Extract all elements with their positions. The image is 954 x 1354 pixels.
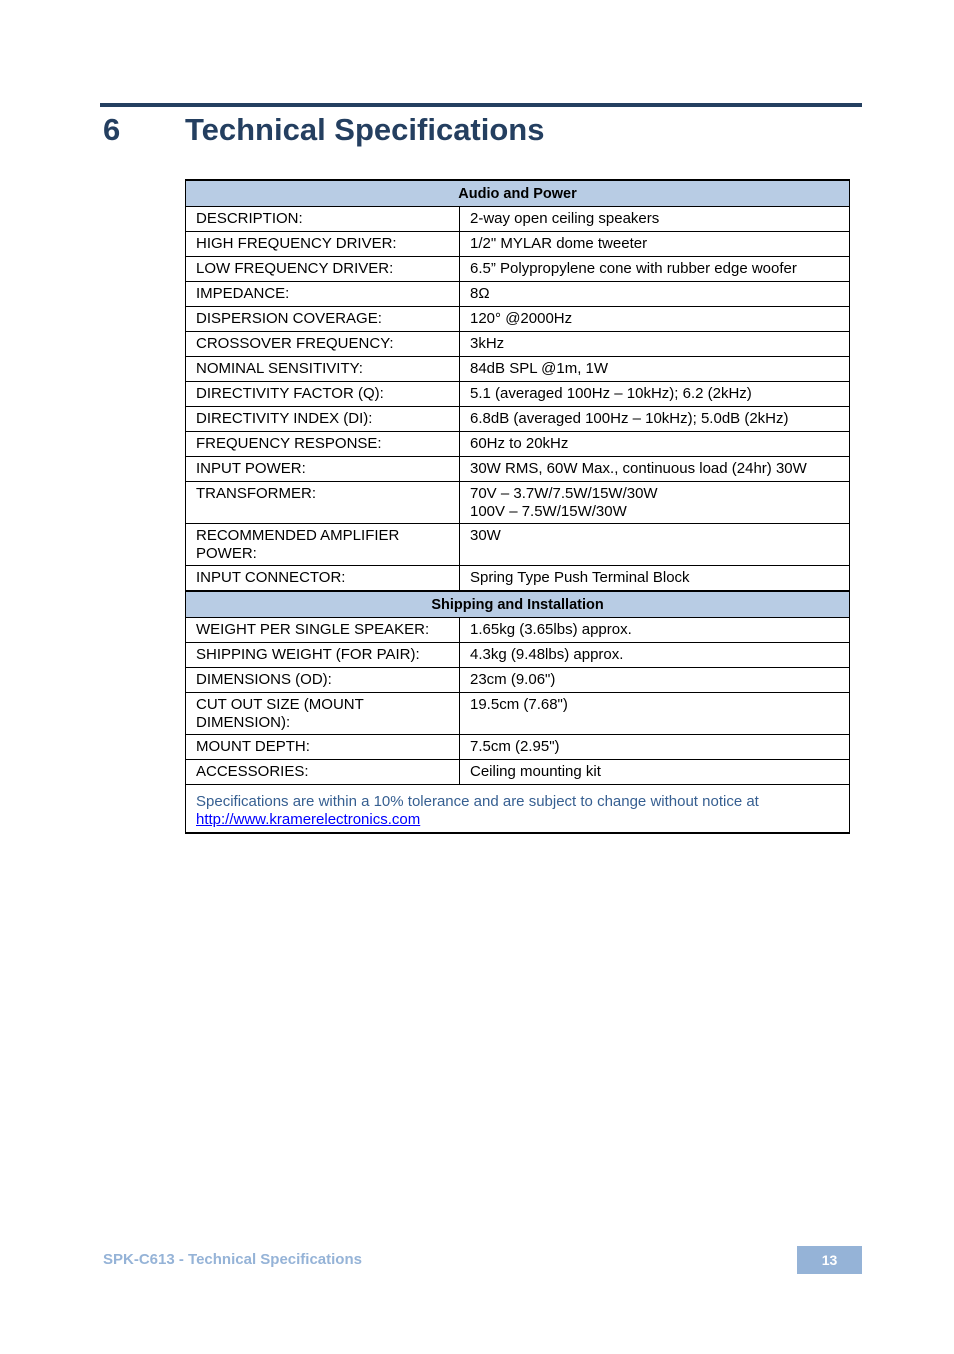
- page-heading: [100, 108, 862, 152]
- spec-label: TRANSFORMER:: [186, 482, 460, 524]
- table-row: [186, 566, 850, 592]
- table-row: [186, 693, 850, 735]
- spec-value-line: 70V – 3.7W/7.5W/15W/30W: [470, 485, 658, 502]
- spec-value: 8Ω: [460, 282, 850, 307]
- table-row: [186, 332, 850, 357]
- tolerance-note: [186, 785, 850, 834]
- spec-value: 60Hz to 20kHz: [460, 432, 850, 457]
- specifications-table: [185, 179, 850, 834]
- spec-label: INPUT CONNECTOR:: [186, 566, 460, 592]
- page-number-badge: 13: [797, 1246, 862, 1274]
- table-row: [186, 524, 850, 566]
- spec-value: 4.3kg (9.48lbs) approx.: [460, 643, 850, 668]
- spec-label: CROSSOVER FREQUENCY:: [186, 332, 460, 357]
- section-title: Shipping and Installation: [186, 591, 850, 618]
- table-row: [186, 357, 850, 382]
- spec-label: WEIGHT PER SINGLE SPEAKER:: [186, 618, 460, 643]
- heading-rule: [100, 103, 862, 107]
- page-title: Technical Specifications: [185, 112, 545, 147]
- spec-label: DIRECTIVITY INDEX (DI):: [186, 407, 460, 432]
- table-row: [186, 457, 850, 482]
- spec-label: IMPEDANCE:: [186, 282, 460, 307]
- spec-value: 19.5cm (7.68"): [460, 693, 850, 735]
- table-row: [186, 760, 850, 785]
- table-row: [186, 307, 850, 332]
- spec-label: MOUNT DEPTH:: [186, 735, 460, 760]
- table-row: [186, 482, 850, 524]
- spec-label: DISPERSION COVERAGE:: [186, 307, 460, 332]
- spec-value: 2-way open ceiling speakers: [460, 207, 850, 232]
- table-row: [186, 432, 850, 457]
- spec-value: 23cm (9.06"): [460, 668, 850, 693]
- section-header-audio-power: [186, 180, 850, 207]
- spec-value: 3kHz: [460, 332, 850, 357]
- kramer-website-link[interactable]: http://www.kramerelectronics.com: [196, 811, 421, 828]
- table-row: [186, 643, 850, 668]
- spec-label: DESCRIPTION:: [186, 207, 460, 232]
- table-row: [186, 618, 850, 643]
- spec-label: NOMINAL SENSITIVITY:: [186, 357, 460, 382]
- table-row: [186, 735, 850, 760]
- spec-value: Spring Type Push Terminal Block: [460, 566, 850, 592]
- spec-label: HIGH FREQUENCY DRIVER:: [186, 232, 460, 257]
- spec-label: LOW FREQUENCY DRIVER:: [186, 257, 460, 282]
- spec-label: RECOMMENDED AMPLIFIER POWER:: [186, 524, 460, 566]
- spec-value: 30W RMS, 60W Max., continuous load (24hr) 30W: [460, 457, 850, 482]
- spec-label: FREQUENCY RESPONSE:: [186, 432, 460, 457]
- spec-label: INPUT POWER:: [186, 457, 460, 482]
- spec-value: 6.5” Polypropylene cone with rubber edge woofer: [460, 257, 850, 282]
- spec-label: DIRECTIVITY FACTOR (Q):: [186, 382, 460, 407]
- note-text: Specifications are within a 10% tolerance and are subject to change without notice at: [196, 793, 759, 810]
- table-row: [186, 257, 850, 282]
- table-row: [186, 207, 850, 232]
- spec-value: 6.8dB (averaged 100Hz – 10kHz); 5.0dB (2kHz): [460, 407, 850, 432]
- spec-label: SHIPPING WEIGHT (FOR PAIR):: [186, 643, 460, 668]
- spec-value: 1.65kg (3.65lbs) approx.: [460, 618, 850, 643]
- footer-title: SPK-C613 - Technical Specifications: [103, 1251, 362, 1268]
- spec-value: 5.1 (averaged 100Hz – 10kHz); 6.2 (2kHz): [460, 382, 850, 407]
- heading-number: 6: [103, 112, 121, 147]
- spec-value: [460, 482, 850, 524]
- spec-value: 7.5cm (2.95"): [460, 735, 850, 760]
- spec-value: 1/2" MYLAR dome tweeter: [460, 232, 850, 257]
- spec-value: Ceiling mounting kit: [460, 760, 850, 785]
- table-row: [186, 282, 850, 307]
- table-row: [186, 232, 850, 257]
- section-title: Audio and Power: [186, 180, 850, 207]
- section-header-shipping-installation: [186, 591, 850, 618]
- spec-value-line: 100V – 7.5W/15W/30W: [470, 503, 627, 520]
- spec-label: DIMENSIONS (OD):: [186, 668, 460, 693]
- spec-label: ACCESSORIES:: [186, 760, 460, 785]
- table-row: [186, 668, 850, 693]
- table-row: [186, 407, 850, 432]
- spec-value: 84dB SPL @1m, 1W: [460, 357, 850, 382]
- tolerance-note-row: [186, 785, 850, 834]
- spec-value: 30W: [460, 524, 850, 566]
- spec-value: 120° @2000Hz: [460, 307, 850, 332]
- spec-label: CUT OUT SIZE (MOUNT DIMENSION):: [186, 693, 460, 735]
- table-row: [186, 382, 850, 407]
